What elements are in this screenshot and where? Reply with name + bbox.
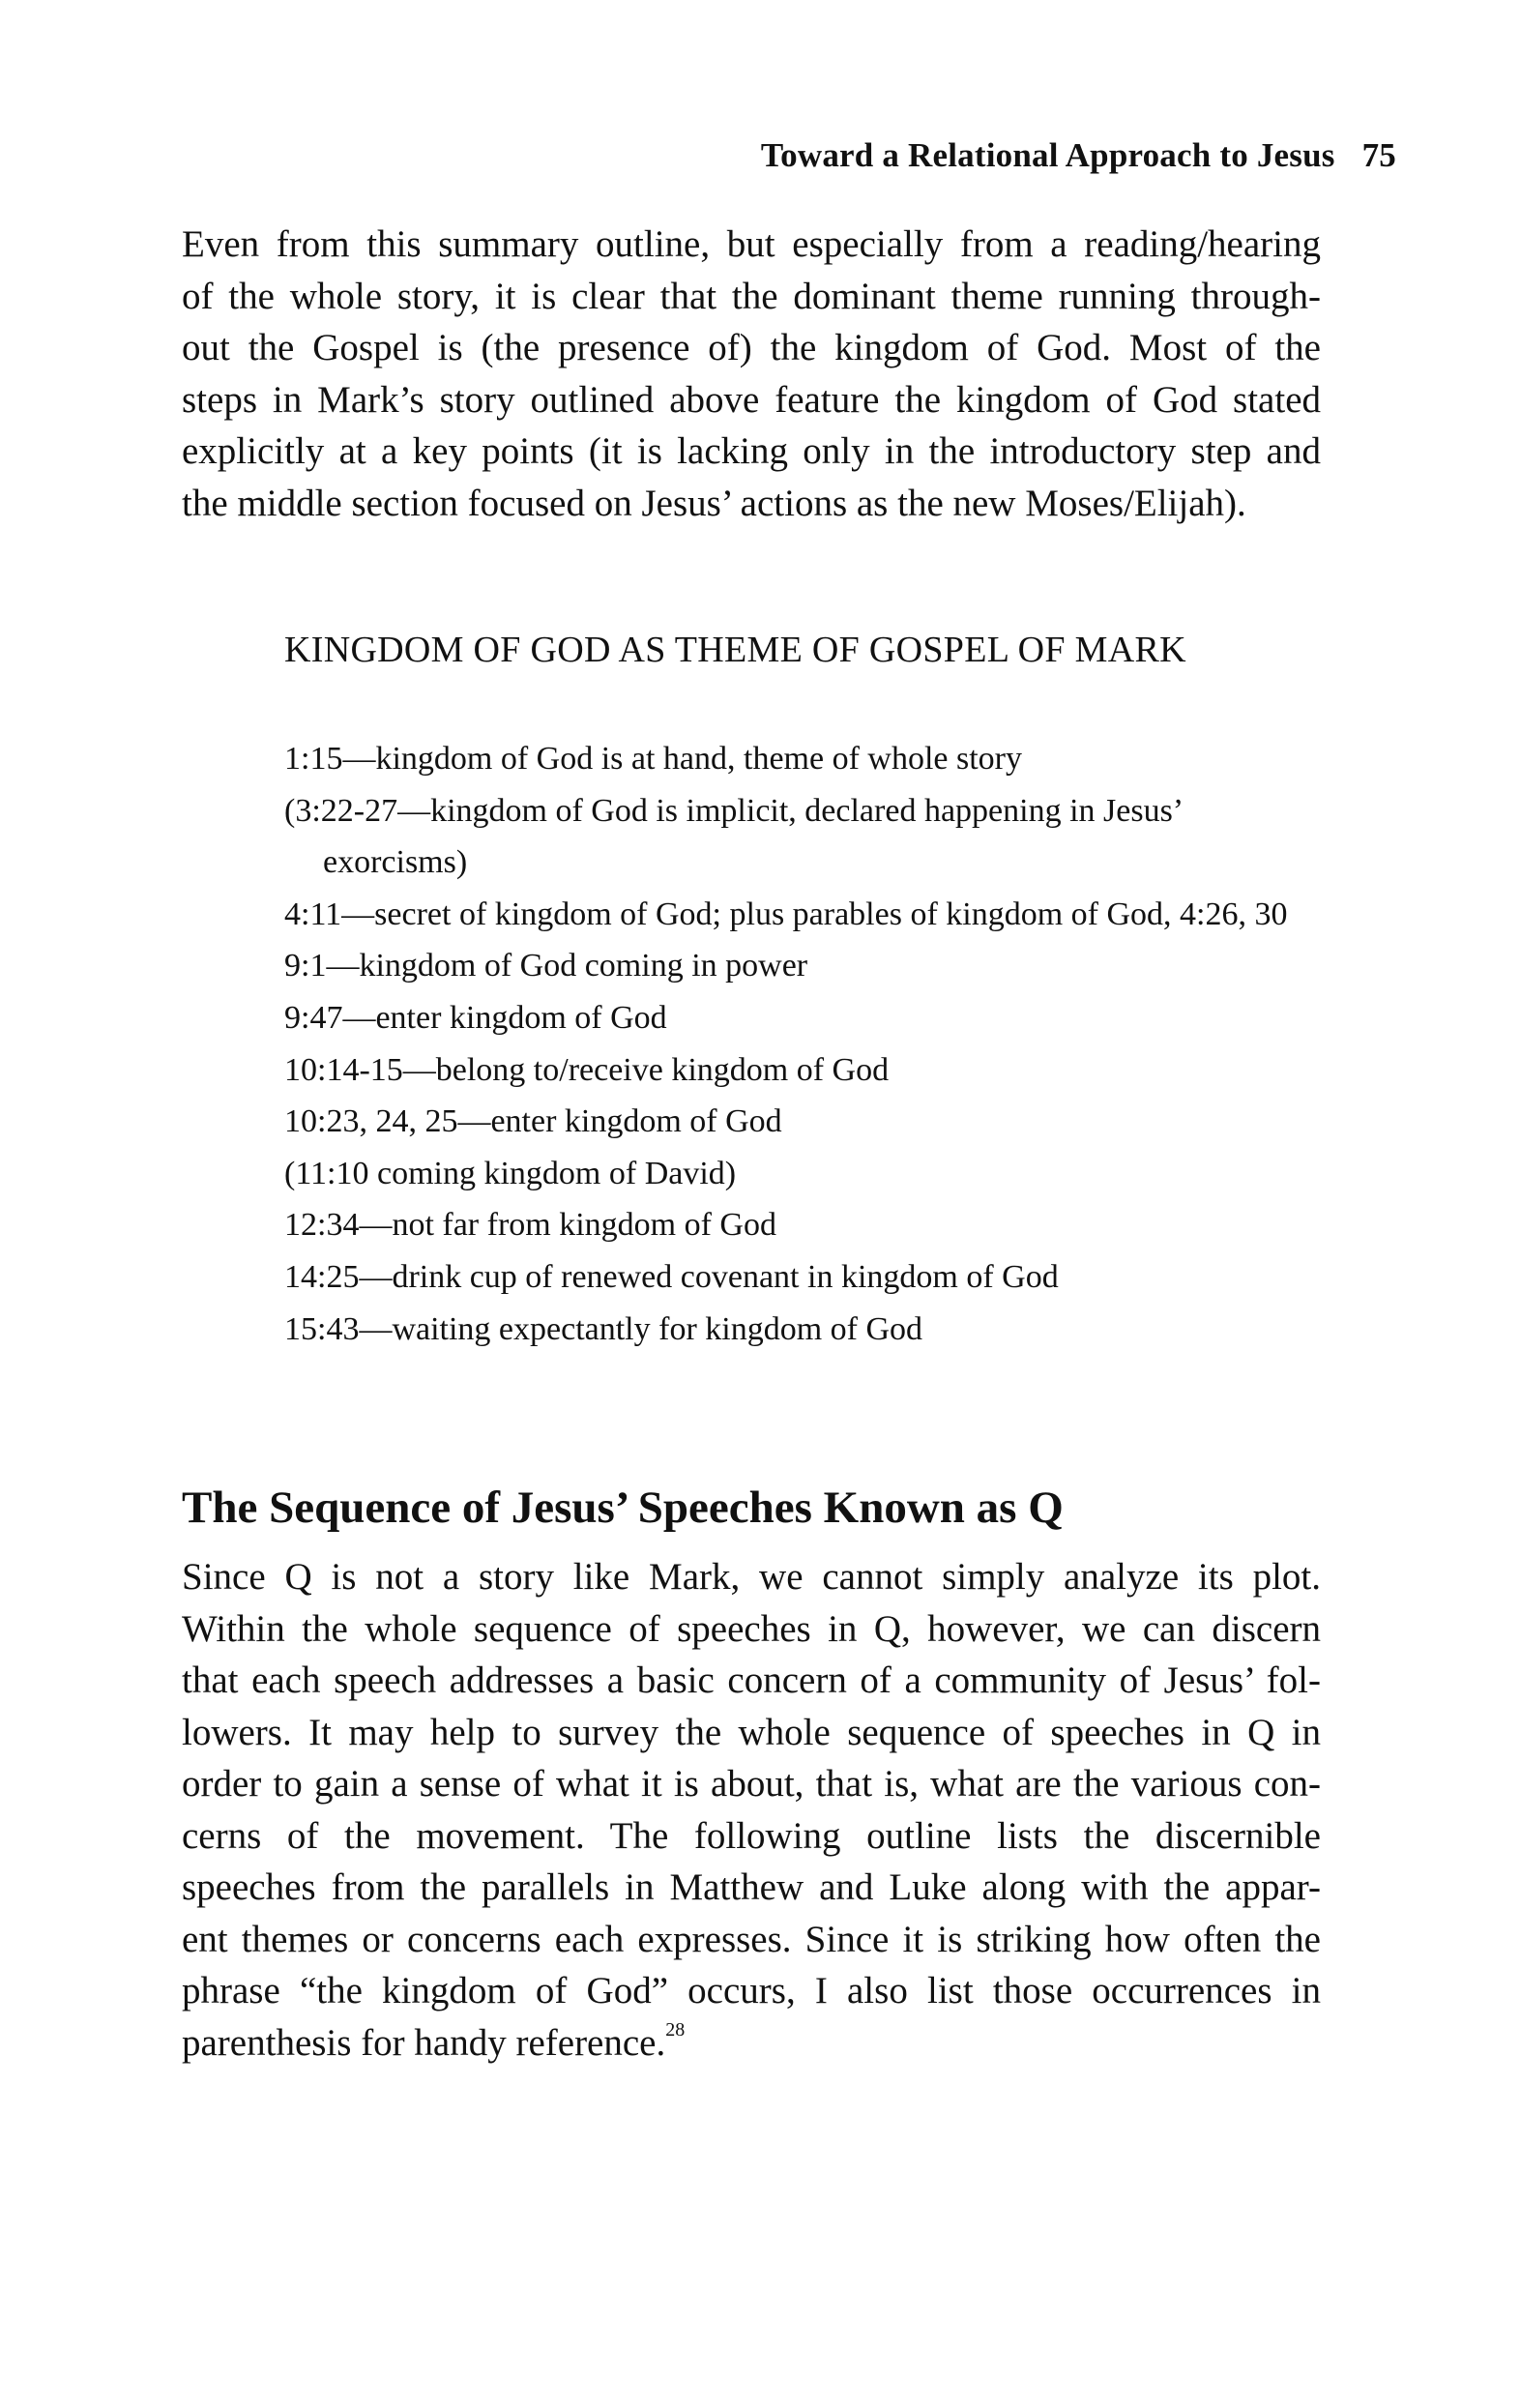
paragraph-line: explicitly at a key points (it is lacking only in the introductory step and (182, 430, 1321, 472)
paragraph-line: order to gain a sense of what it is about, that is, what are the various con- (182, 1763, 1321, 1805)
paragraph-line: speeches from the parallels in Matthew and Luke along with the appar- (182, 1866, 1321, 1908)
footnote-reference[interactable]: 28 (665, 2018, 686, 2041)
paragraph-line: Since Q is not a story like Mark, we cannot simply analyze its plot. (182, 1556, 1321, 1598)
paragraph-line: Within the whole sequence of speeches in Q, however, we can discern (182, 1607, 1321, 1650)
running-head (761, 136, 1396, 175)
list-item: 4:11—secret of kingdom of God; plus parables of kingdom of God, 4:26, 30 (284, 896, 1288, 932)
paragraph-line: the middle section focused on Jesus’ actions as the new Moses/Elijah). (182, 482, 1246, 524)
paragraph-line: of the whole story, it is clear that the dominant theme running through- (182, 275, 1321, 317)
paragraph-line: out the Gospel is (the presence of) the kingdom of God. Most of the (182, 327, 1321, 368)
list-item: 12:34—not far from kingdom of God (284, 1207, 776, 1244)
list-item: 10:14-15—belong to/receive kingdom of God (284, 1051, 890, 1088)
kingdom-list-title: KINGDOM OF GOD AS THEME OF GOSPEL OF MARK (284, 630, 1186, 670)
paragraph-line: phrase “the kingdom of God” occurs, I also list those occurrences in (182, 1970, 1321, 2012)
section-heading: The Sequence of Jesus’ Speeches Known as Q (182, 1483, 1064, 1533)
paragraph-line: lowers. It may help to survey the whole sequence of speeches in Q in (182, 1711, 1321, 1753)
paragraph-line: that each speech addresses a basic concern of a community of Jesus’ fol- (182, 1659, 1321, 1701)
paragraph-line: Even from this summary outline, but especially from a reading/hearing (182, 223, 1321, 265)
list-item: 15:43—waiting expectantly for kingdom of God (284, 1310, 923, 1347)
list-item: (11:10 coming kingdom of David) (284, 1155, 737, 1191)
paragraph-line-last (182, 2017, 1321, 2070)
list-item: 9:47—enter kingdom of God (284, 999, 667, 1036)
paragraph-intro (182, 219, 1321, 529)
paragraph-line: steps in Mark’s story outlined above feature the kingdom of God stated (182, 378, 1321, 421)
paragraph-line: cerns of the movement. The following outline lists the discernible (182, 1814, 1321, 1857)
page-number: 75 (1361, 136, 1396, 174)
list-item: 1:15—kingdom of God is at hand, theme of whole story (284, 741, 1023, 777)
paragraph-line-text: parenthesis for handy reference. (182, 2021, 666, 2064)
list-item: 14:25—drink cup of renewed covenant in kingdom of God (284, 1258, 1059, 1295)
list-item: 9:1—kingdom of God coming in power (284, 948, 808, 984)
list-item: (3:22-27—kingdom of God is implicit, declared happening in Jesus’ exorcisms) (284, 792, 1182, 881)
running-title: Toward a Relational Approach to Jesus (760, 136, 1335, 174)
paragraph-line: ent themes or concerns each expresses. Since it is striking how often the (182, 1918, 1321, 1960)
paragraph-q-speeches (182, 1551, 1321, 2069)
list-item: 10:23, 24, 25—enter kingdom of God (284, 1103, 782, 1140)
kingdom-reference-list (284, 733, 1309, 1355)
